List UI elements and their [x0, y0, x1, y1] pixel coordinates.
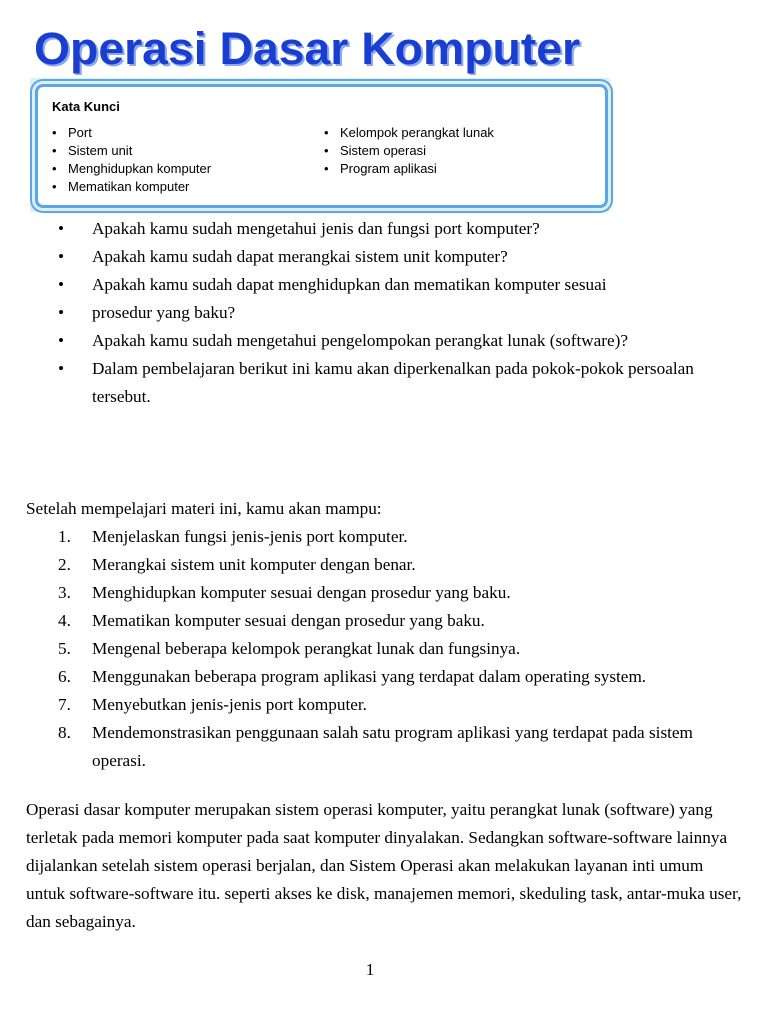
question-item: • Apakah kamu sudah dapat merangkai sistem unit komputer? — [58, 243, 738, 271]
page-number: 1 — [365, 960, 375, 979]
objective-number: 1. — [58, 527, 71, 546]
kata-kunci-item: • Program aplikasi — [322, 160, 494, 178]
objective-number: 8. — [58, 723, 71, 742]
objective-text: Mendemonstrasikan penggunaan salah satu program aplikasi yang terdapat pada sistem operasi. — [92, 723, 693, 770]
objective-number: 3. — [58, 583, 71, 602]
objective-text: Mengenal beberapa kelompok perangkat lunak dan fungsinya. — [92, 639, 521, 658]
objective-item — [58, 719, 738, 775]
objectives-list — [58, 523, 738, 775]
page-title: Operasi Dasar Komputer — [34, 23, 581, 74]
kata-kunci-item: • Menghidupkan komputer — [50, 160, 211, 178]
objective-text: Menjelaskan fungsi jenis-jenis port komputer. — [92, 527, 408, 546]
kata-kunci-list-right — [322, 124, 494, 178]
objective-item — [58, 523, 738, 551]
kata-kunci-box — [35, 84, 608, 208]
objective-item — [58, 635, 738, 663]
kata-kunci-item: • Sistem unit — [50, 142, 211, 160]
kata-kunci-item: • Kelompok perangkat lunak — [322, 124, 494, 142]
objective-number: 6. — [58, 667, 71, 686]
objective-item — [58, 691, 738, 719]
objective-number: 5. — [58, 639, 71, 658]
kata-kunci-item: • Sistem operasi — [322, 142, 494, 160]
objective-item — [58, 607, 738, 635]
body-paragraph: Operasi dasar komputer merupakan sistem operasi komputer, yaitu perangkat lunak (software) yang terletak pada memori komputer pada saat komputer dinyalakan. Sedangkan software-software lainnya dijalankan setelah sistem operasi berjalan, dan Sistem Operasi akan melakukan layanan inti umum untuk software-software itu. seperti akses ke disk, manajemen memori, skeduling task, antar-muka user, dan sebagainya. — [26, 800, 742, 931]
question-item: • Apakah kamu sudah mengetahui pengelompokan perangkat lunak (software)? — [58, 327, 738, 355]
objective-number: 4. — [58, 611, 71, 630]
question-item: • Dalam pembelajaran berikut ini kamu akan diperkenalkan pada pokok-pokok persoalan tersebut. — [58, 355, 738, 411]
objective-text: Menggunakan beberapa program aplikasi yang terdapat dalam operating system. — [92, 667, 647, 686]
objective-text: Mematikan komputer sesuai dengan prosedur yang baku. — [92, 611, 485, 630]
question-list — [58, 215, 738, 411]
objective-item — [58, 663, 738, 691]
objective-text: Merangkai sistem unit komputer dengan benar. — [92, 555, 416, 574]
question-item: • prosedur yang baku? — [58, 299, 738, 327]
kata-kunci-item: • Port — [50, 124, 211, 142]
objective-number: 2. — [58, 555, 71, 574]
kata-kunci-list-left — [50, 124, 211, 196]
objective-text: Menyebutkan jenis-jenis port komputer. — [92, 695, 367, 714]
question-item: • Apakah kamu sudah dapat menghidupkan dan mematikan komputer sesuai — [58, 271, 738, 299]
objectives-intro: Setelah mempelajari materi ini, kamu akan mampu: — [26, 499, 382, 518]
question-item: • Apakah kamu sudah mengetahui jenis dan fungsi port komputer? — [58, 215, 738, 243]
objective-item — [58, 579, 738, 607]
objective-number: 7. — [58, 695, 71, 714]
objective-text: Menghidupkan komputer sesuai dengan prosedur yang baku. — [92, 583, 511, 602]
kata-kunci-heading: Kata Kunci — [52, 99, 120, 114]
kata-kunci-item: • Mematikan komputer — [50, 178, 211, 196]
objective-item — [58, 551, 738, 579]
